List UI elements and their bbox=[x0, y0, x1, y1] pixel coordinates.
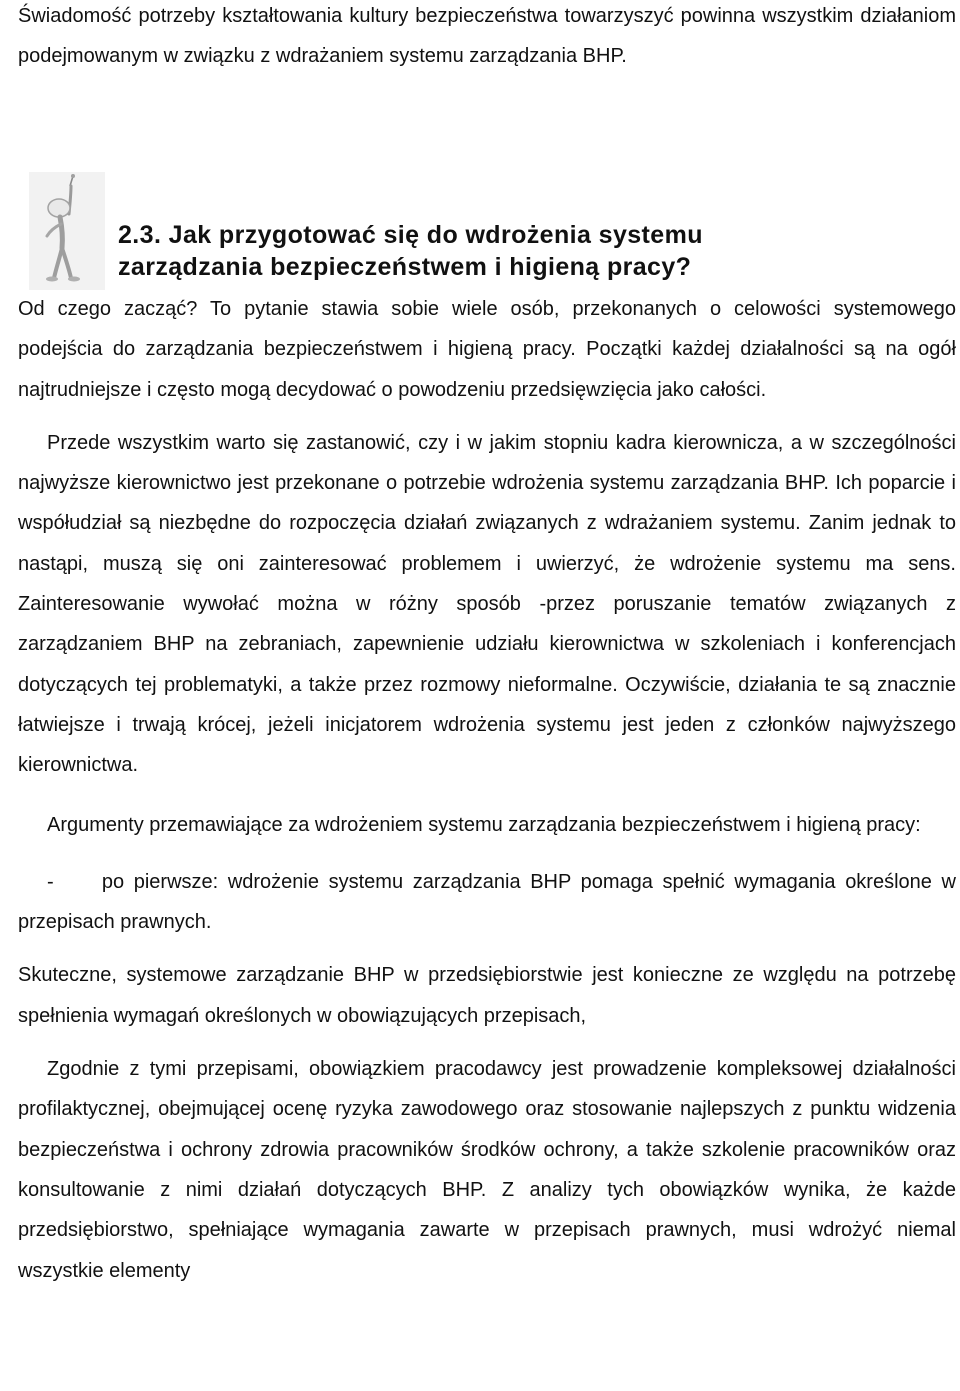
thinking-stick-figure-icon bbox=[29, 172, 105, 290]
list-marker: - bbox=[47, 870, 54, 893]
paragraph-3: Argumenty przemawiające za wdrożeniem systemu zarządzania bezpieczeństwem i higieną pracy: bbox=[47, 813, 921, 836]
section-heading bbox=[118, 219, 836, 283]
intro-paragraph: Świadomość potrzeby kształtowania kultury bezpieczeństwa towarzyszyć powinna wszystkim działaniom podejmowanym w związku z wdrażaniem systemu zarządzania BHP. bbox=[18, 5, 956, 68]
section-title: Jak przygotować się do wdrożenia systemu zarządzania bezpieczeństwem i higieną pracy? bbox=[118, 221, 703, 281]
paragraph-4: Skuteczne, systemowe zarządzanie BHP w przedsiębiorstwie jest konieczne ze względu na potrzebę spełnienia wymagań określonych w obowiązujących przepisach, bbox=[18, 964, 956, 1027]
body-text bbox=[18, 289, 956, 1291]
section-number: 2.3. bbox=[118, 221, 162, 249]
section-heading-block bbox=[29, 172, 956, 290]
paragraph-1: Od czego zacząć? To pytanie stawia sobie wiele osób, przekonanych o celowości systemowego podejścia do zarządzania bezpieczeństwem i higieną pracy. Początki każdej działalności są na ogół najtrudniejsze i często mogą decydować o powodzeniu przedsięwzięcia jako całości. bbox=[18, 298, 956, 401]
paragraph-2: Przede wszystkim warto się zastanowić, czy i w jakim stopniu kadra kierownicza, a w szczególności najwyższe kierownictwo jest przekonane o potrzebie wdrożenia systemu zarządzania BHP. Ich poparcie i współudział są niezbędne do rozpoczęcia działań związanych z wdrażaniem systemu. Zanim jednak to nastąpi, muszą się oni zainteresować problemem i uwierzyć, że wdrożenie systemu ma sens. Zainteresowanie wywołać można w różny sposób -przez poruszanie tematów związanych z zarządzaniem BHP na zebraniach, zapewnienie udziału kierownictwa w szkoleniach i konferencjach dotyczących tej problematyki, a także przez rozmowy nieformalne. Oczywiście, działania te są znacznie łatwiejsze i trwają krócej, jeżeli inicjatorem wdrożenia systemu jest jeden z członków najwyższego kierownictwa. bbox=[18, 431, 956, 777]
list-item bbox=[18, 862, 956, 943]
paragraph-5: Zgodnie z tymi przepisami, obowiązkiem pracodawcy jest prowadzenie kompleksowej działalności profilaktycznej, obejmującej ocenę ryzyka zawodowego oraz stosowanie najlepszych z punktu widzenia bezpieczeństwa i ochrony zdrowia pracowników środków ochrony, a także szkolenie pracowników oraz konsultowanie z nimi działań dotyczących BHP. Z analizy tych obowiązków wynika, że każde przedsiębiorstwo, spełniające wymagania zawarte w przepisach prawnych, musi wdrożyć niemal wszystkie elementy bbox=[18, 1058, 956, 1282]
list-item-text: po pierwsze: wdrożenie systemu zarządzania BHP pomaga spełnić wymagania określone w przepisach prawnych. bbox=[18, 870, 956, 934]
